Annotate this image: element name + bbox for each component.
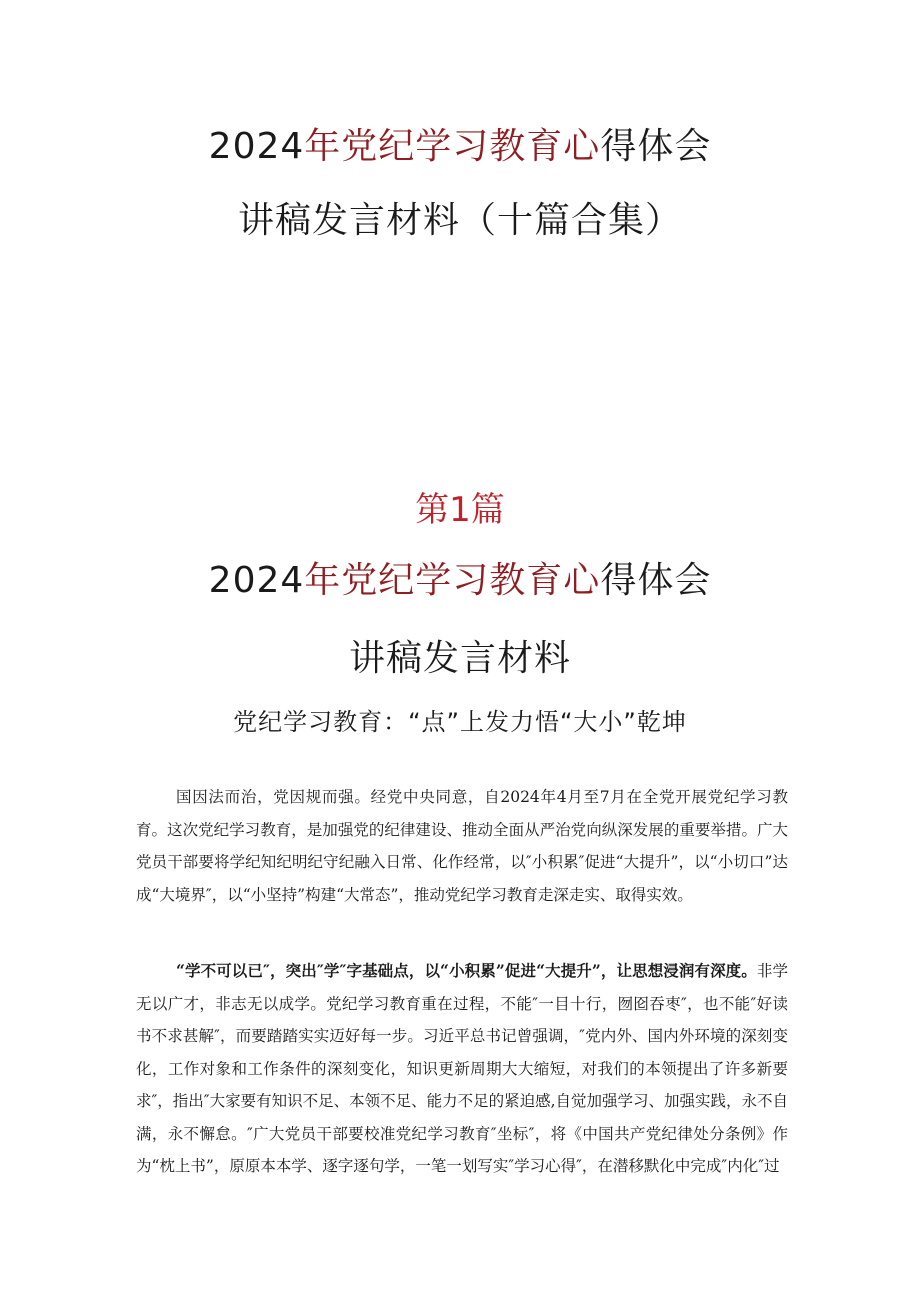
cover-title-line2: 讲稿发言材料（十篇合集）	[237, 200, 682, 241]
chapter-title-year: 2024	[208, 560, 305, 601]
cover-title-line1	[0, 118, 920, 169]
chapter-title-suffix: 得体会	[600, 560, 712, 601]
paragraph-heading: “学不可以已″，突出″学″字基础点，以“小积累”促进“大提升”，让思想浸润有深度。	[176, 961, 757, 980]
cover-title-year: 2024	[208, 126, 305, 167]
body-paragraph-2	[136, 955, 788, 1183]
chapter-subtitle: 党纪学习教育：“点”上发力悟“大小”乾坤	[233, 708, 687, 736]
chapter-title-line2: 讲稿发言材料	[348, 638, 571, 679]
chapter-label: 第1篇	[415, 490, 505, 530]
body-paragraph-1: 国因法而治，党因规而强。经党中央同意，自2024年4月至7月在全党开展党纪学习教育。这次党纪学习教育，是加强党的纪律建设、推动全面从严治党向纵深发展的重要举措。广大党员干部要将学纪知纪明纪守纪融入日常、化作经常，以″小积累″促进“大提升”，以“小切口”达成“大境界″，以“小坚持”构建“大常态”，推动党纪学习教育走深走实、取得实效。	[136, 788, 788, 904]
cover-title-red-text: 年党纪学习教育心	[304, 126, 601, 167]
paragraph-body: 非学无以广才，非志无以成学。党纪学习教育重在过程，不能″一目十行，囫囵吞枣″，也不能″好读书不求甚解″，而要踏踏实实迈好每一步。习近平总书记曾强调，″党内外、国内外环境的深刻变化，工作对象和工作条件的深刻变化，知识更新周期大大缩短，对我们的本领提出了许多新要求″，指出″大家要有知识不足、本领不足、能力不足的紧迫感,自觉加强学习、加强实践，永不自满，永不懈怠。″广大党员干部要校准党纪学习教育″坐标″，将《中国共产党纪律处分条例》作为“枕上书”，原原本本学、逐字逐句学，一笔一划写实″学习心得″，在潜移默化中完成″内化″过	[136, 962, 789, 1175]
chapter-title-line1	[0, 552, 920, 603]
cover-title-suffix: 得体会	[600, 126, 712, 167]
chapter-title-red-text: 年党纪学习教育心	[304, 560, 601, 601]
